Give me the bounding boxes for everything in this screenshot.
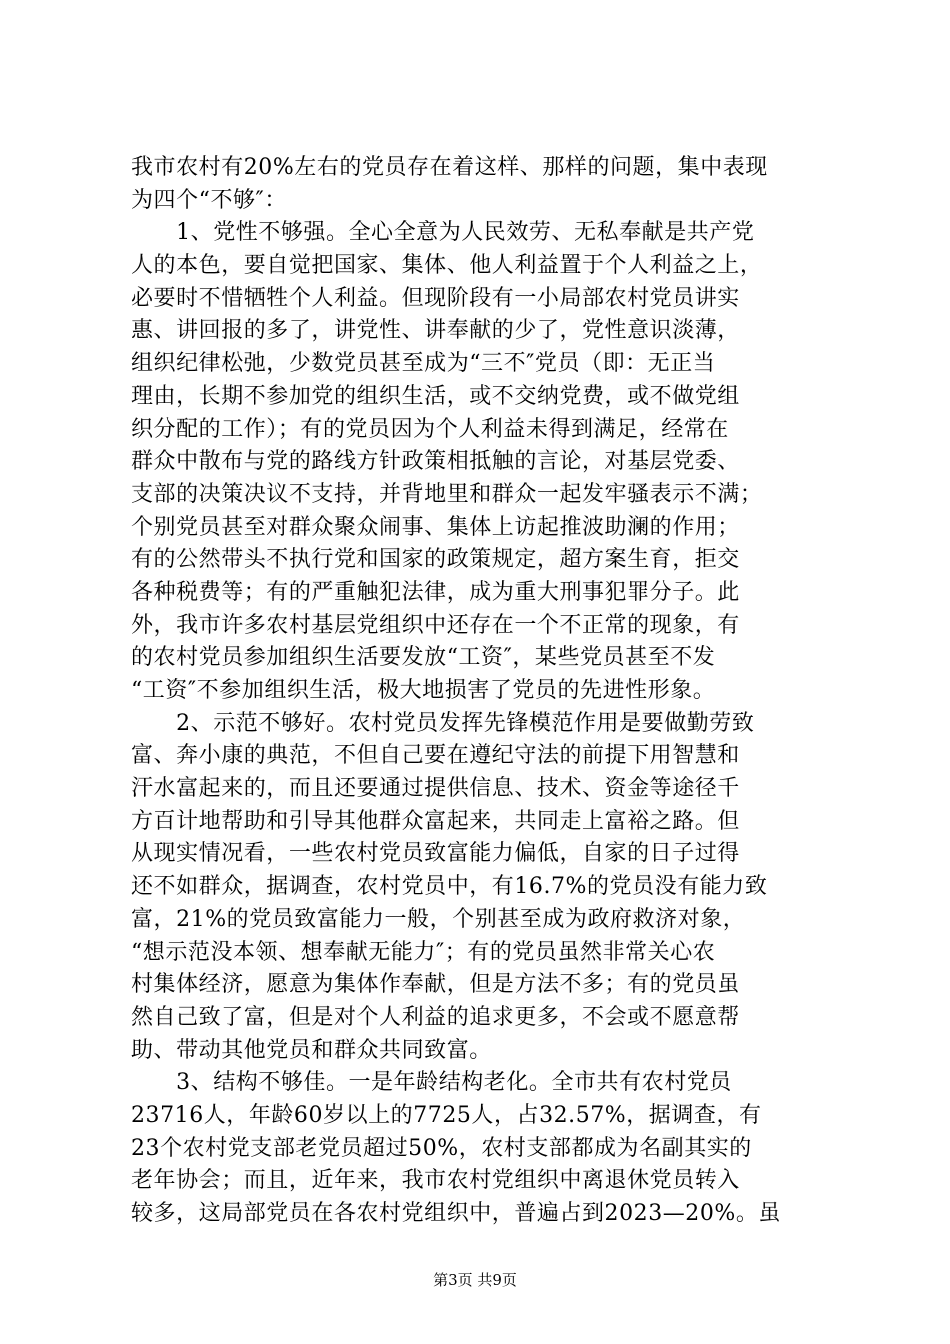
text-line: 方百计地帮助和引导其他群众富起来，共同走上富裕之路。但 — [131, 808, 740, 834]
text-line: 惠、讲回报的多了，讲党性、讲奉献的少了，党性意识淡薄， — [131, 318, 740, 344]
text-line: 1、党性不够强。全心全意为人民效劳、无私奉献是共产党 — [131, 220, 755, 246]
text-line: 从现实情况看，一些农村党员致富能力偏低，自家的日子过得 — [131, 841, 740, 867]
text-line: 的农村党员参加组织生活要发放“工资″，某些党员甚至不发 — [131, 645, 716, 671]
text-line: 较多，这局部党员在各农村党组织中，普遍占到2023—20%。虽 — [131, 1201, 781, 1226]
text-line: 各种税费等；有的严重触犯法律，成为重大刑事犯罪分子。此 — [131, 579, 740, 605]
text-line: 个别党员甚至对群众聚众闹事、集体上访起推波助澜的作用； — [131, 514, 740, 540]
text-line: 23个农村党支部老党员超过50%，农村支部都成为名副其实的 — [131, 1135, 752, 1161]
text-line: 有的公然带头不执行党和国家的政策规定，超方案生育，拒交 — [131, 547, 740, 573]
text-line: 然自己致了富，但是对个人利益的追求更多，不会或不愿意帮 — [131, 1004, 740, 1030]
text-line: 外，我市许多农村基层党组织中还存在一个不正常的现象，有 — [131, 612, 740, 638]
text-line: 群众中散布与党的路线方针政策相抵触的言论，对基层党委、 — [131, 449, 740, 475]
text-line: “工资″不参加组织生活，极大地损害了党员的先进性形象。 — [131, 678, 716, 703]
text-line: 汗水富起来的，而且还要通过提供信息、技术、资金等途径千 — [131, 776, 740, 802]
page-footer: 第3页 共9页 — [433, 1271, 517, 1289]
text-line: 2、示范不够好。农村党员发挥先锋模范作用是要做勤劳致 — [131, 710, 755, 736]
text-line: 我市农村有20%左右的党员存在着这样、那样的问题，集中表现 — [131, 155, 768, 180]
text-line: 人的本色，要自觉把国家、集体、他人利益置于个人利益之上， — [131, 253, 763, 279]
text-line: 组织纪律松弛，少数党员甚至成为“三不″党员（即：无正当 — [131, 351, 716, 377]
text-line: 助、带动其他党员和群众共同致富。 — [131, 1037, 492, 1063]
text-line: 3、结构不够佳。一是年龄结构老化。全市共有农村党员 — [131, 1070, 732, 1096]
text-line: 必要时不惜牺牲个人利益。但现阶段有一小局部农村党员讲实 — [131, 285, 740, 311]
text-line: 村集体经济，愿意为集体作奉献，但是方法不多；有的党员虽 — [131, 972, 740, 998]
text-line: 富，21%的党员致富能力一般，个别甚至成为政府救济对象， — [131, 906, 746, 932]
text-line: 理由，长期不参加党的组织生活，或不交纳党费，或不做党组 — [131, 383, 740, 409]
text-line: 支部的决策决议不支持，并背地里和群众一起发牢骚表示不满； — [131, 481, 763, 507]
body-text — [131, 152, 831, 1231]
text-line: 为四个“不够″： — [131, 187, 287, 213]
text-line: 23716人，年龄60岁以上的7725人，占32.57%，据调查，有 — [131, 1102, 762, 1128]
text-line: 还不如群众，据调查，农村党员中，有16.7%的党员没有能力致 — [131, 874, 768, 900]
text-line: 织分配的工作）；有的党员因为个人利益未得到满足，经常在 — [131, 416, 729, 442]
text-line: 富、奔小康的典范，不但自己要在遵纪守法的前提下用智慧和 — [131, 743, 740, 769]
text-line: “想示范没本领、想奉献无能力″；有的党员虽然非常关心农 — [131, 939, 716, 965]
text-line: 老年协会；而且，近年来，我市农村党组织中离退休党员转入 — [131, 1168, 740, 1194]
